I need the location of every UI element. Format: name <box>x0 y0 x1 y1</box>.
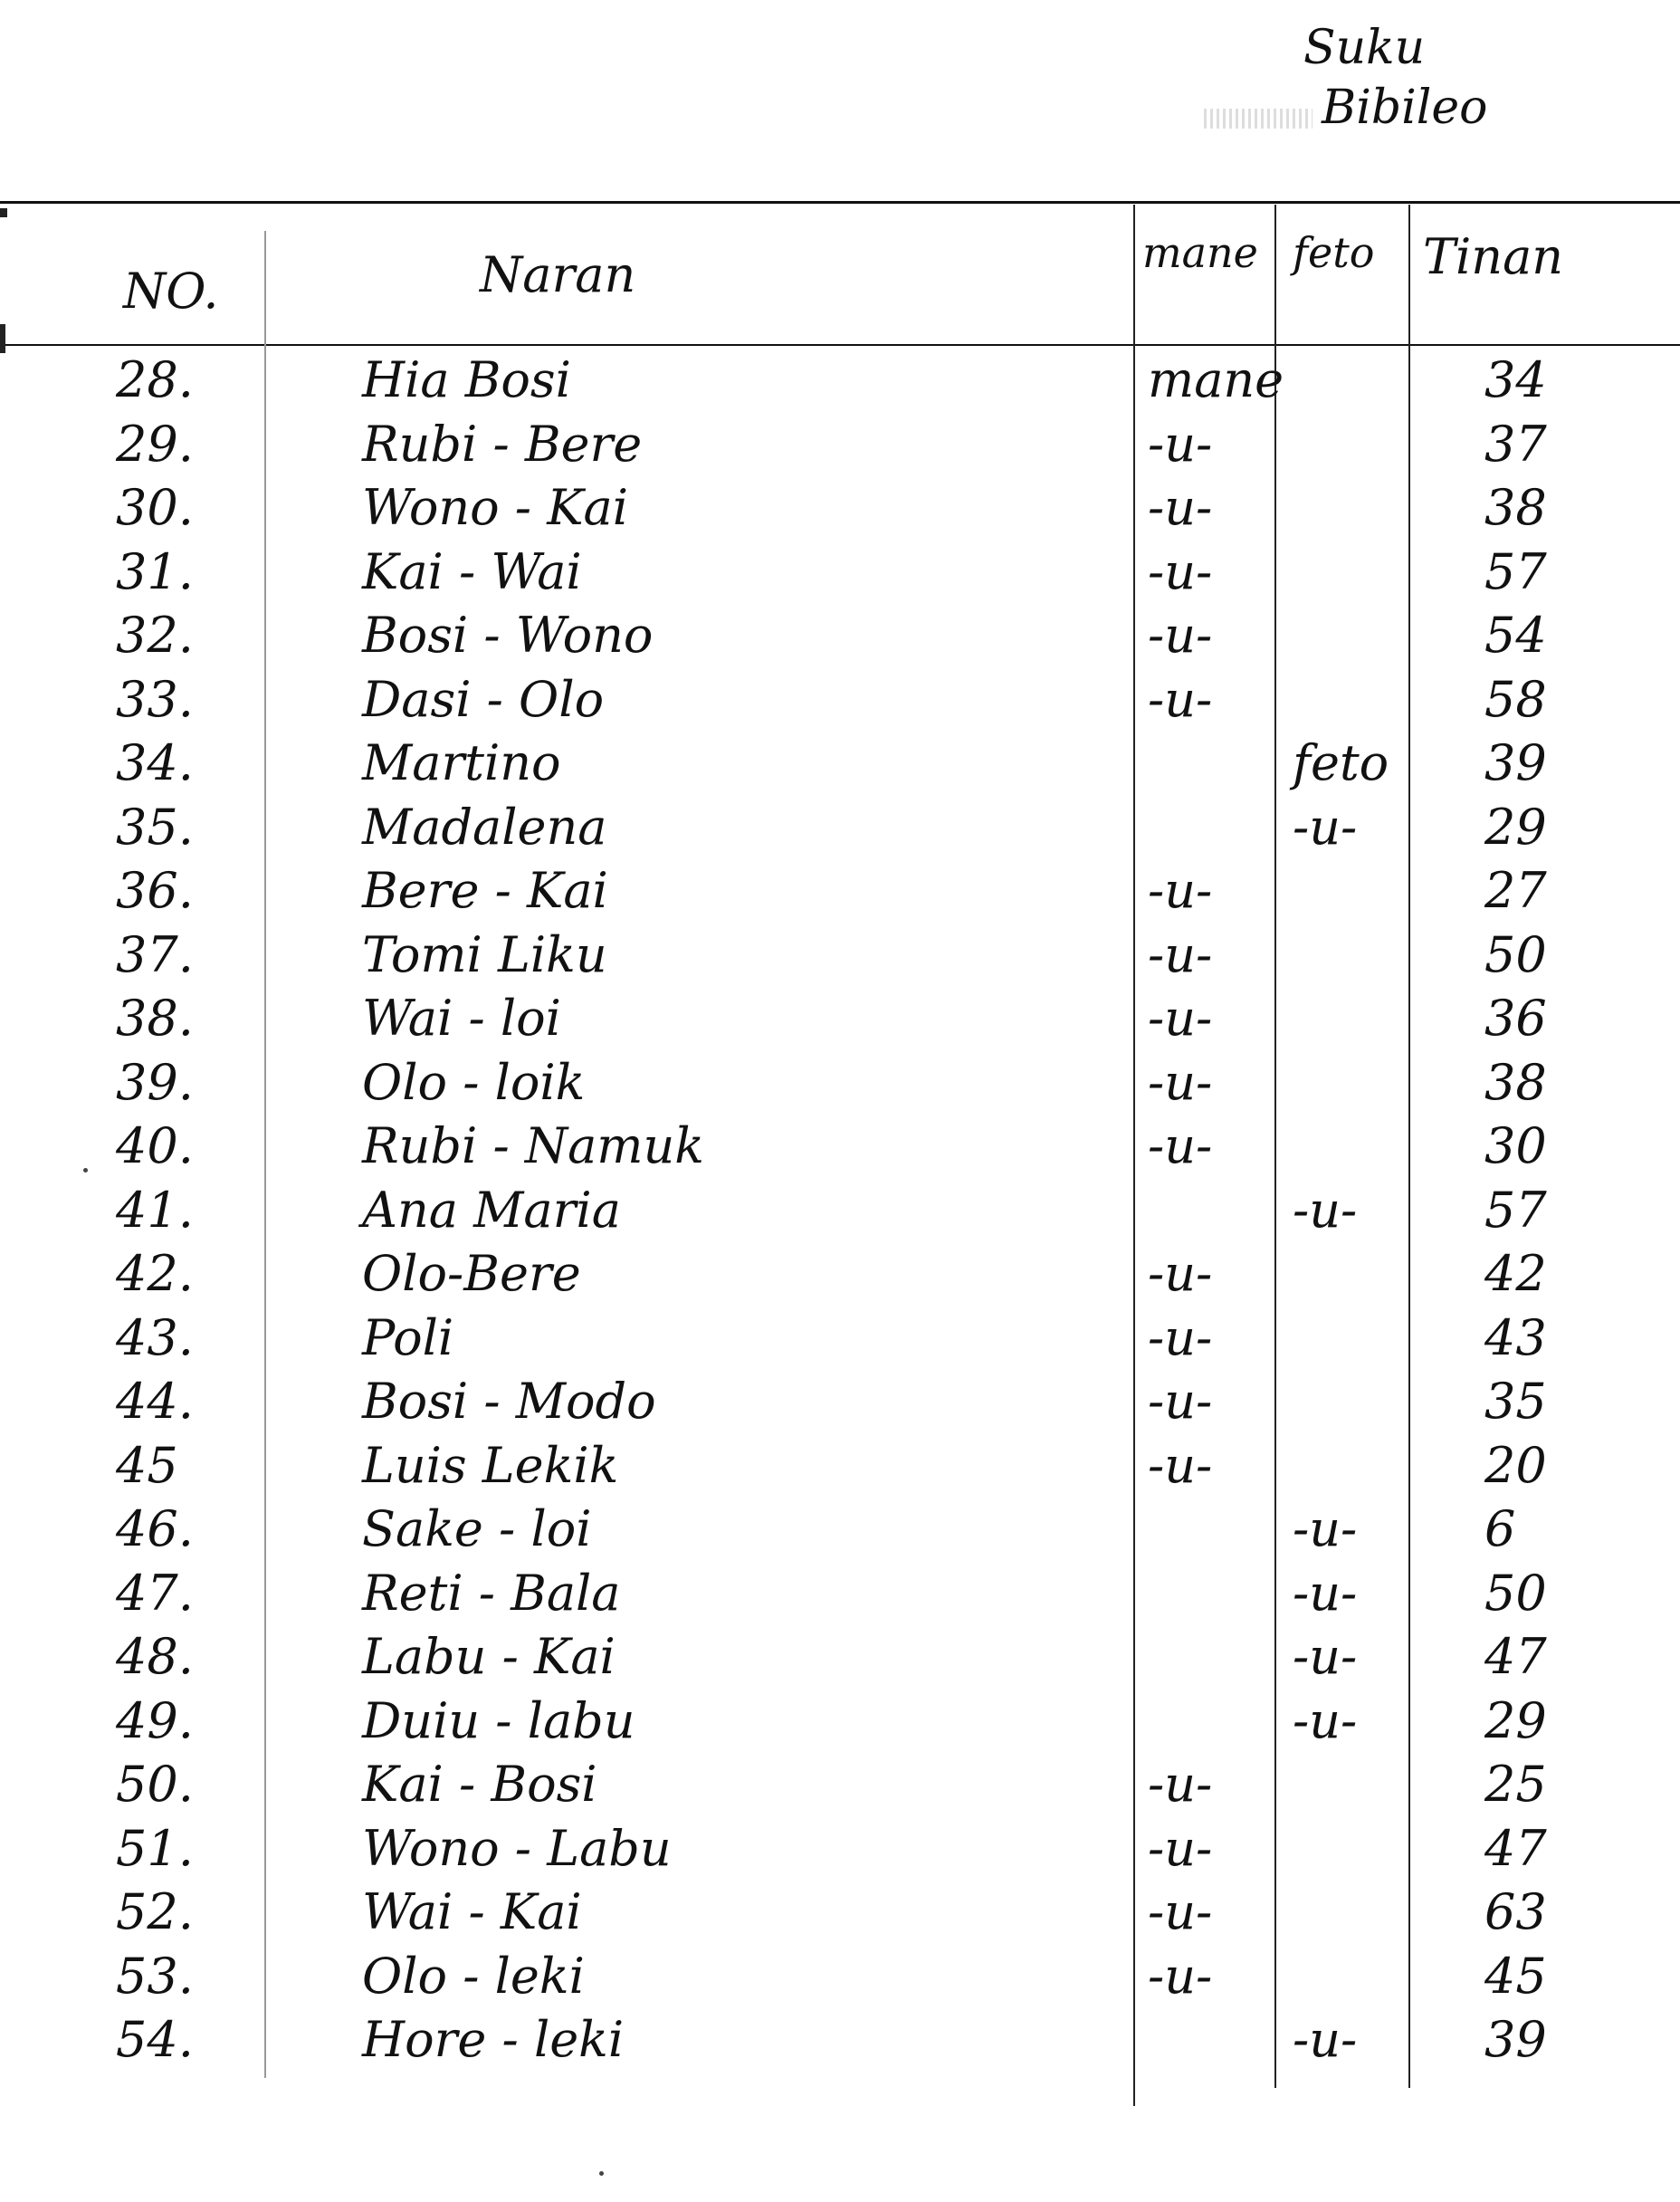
table-row <box>0 1498 1680 1561</box>
column-header-feto: feto <box>1293 228 1375 277</box>
row-feto: feto <box>1293 734 1389 791</box>
table-row <box>0 1562 1680 1625</box>
row-age: 38 <box>1484 1053 1547 1111</box>
row-mane: -u- <box>1148 670 1213 728</box>
row-number: 42. <box>116 1245 194 1302</box>
row-age: 25 <box>1484 1756 1547 1813</box>
row-name: Bere - Kai <box>362 862 608 919</box>
column-header-mane: mane <box>1142 228 1258 277</box>
table-row <box>0 349 1680 412</box>
row-feto: -u- <box>1293 2011 1358 2068</box>
row-age: 20 <box>1484 1436 1547 1494</box>
row-mane: -u- <box>1148 1117 1213 1174</box>
table-row <box>0 2008 1680 2072</box>
row-name: Labu - Kai <box>362 1628 616 1685</box>
row-name: Wai - Kai <box>362 1883 582 1940</box>
row-feto: -u- <box>1293 1691 1358 1749</box>
row-feto: -u- <box>1293 1181 1358 1239</box>
table-top-rule <box>0 201 1680 204</box>
row-number: 52. <box>116 1883 194 1940</box>
row-name: Wai - loi <box>362 990 561 1047</box>
row-mane: -u- <box>1148 1819 1213 1877</box>
row-name: Rubi - Namuk <box>362 1117 704 1174</box>
table-row <box>0 668 1680 732</box>
row-name: Wono - Labu <box>362 1819 672 1877</box>
row-name: Ana Maria <box>362 1181 621 1239</box>
row-age: 45 <box>1484 1947 1547 2005</box>
row-number: 37. <box>116 925 194 983</box>
row-age: 39 <box>1484 734 1547 791</box>
row-number: 30. <box>116 479 194 536</box>
row-number: 51. <box>116 1819 194 1877</box>
column-header-no: NO. <box>123 263 219 320</box>
row-mane: -u- <box>1148 1308 1213 1366</box>
row-age: 47 <box>1484 1819 1547 1877</box>
row-mane: -u- <box>1148 607 1213 664</box>
row-number: 45 <box>116 1436 178 1494</box>
row-name: Luis Lekik <box>362 1436 619 1494</box>
row-name: Hore - leki <box>362 2011 625 2068</box>
row-mane: -u- <box>1148 1245 1213 1302</box>
table-row <box>0 924 1680 987</box>
row-number: 50. <box>116 1756 194 1813</box>
row-number: 35. <box>116 798 194 856</box>
row-feto: -u- <box>1293 1564 1358 1622</box>
row-name: Olo-Bere <box>362 1245 581 1302</box>
table-row <box>0 1625 1680 1689</box>
row-name: Kai - Bosi <box>362 1756 597 1813</box>
row-name: Dasi - Olo <box>362 670 605 728</box>
row-mane: -u- <box>1148 1436 1213 1494</box>
row-age: 57 <box>1484 1181 1547 1239</box>
table-row <box>0 1817 1680 1881</box>
row-name: Hia Bosi <box>362 351 571 408</box>
column-header-tinan: Tinan <box>1423 228 1564 285</box>
row-name: Tomi Liku <box>362 925 607 983</box>
row-age: 37 <box>1484 415 1547 473</box>
row-age: 39 <box>1484 2011 1547 2068</box>
row-number: 38. <box>116 990 194 1047</box>
row-name: Sake - loi <box>362 1500 592 1557</box>
row-age: 36 <box>1484 990 1547 1047</box>
table-row <box>0 859 1680 923</box>
scan-smudge <box>1204 109 1312 129</box>
row-age: 50 <box>1484 925 1547 983</box>
table-row <box>0 1753 1680 1816</box>
row-name: Reti - Bala <box>362 1564 621 1622</box>
row-age: 54 <box>1484 607 1547 664</box>
heading-village: Bibileo <box>1322 81 1488 135</box>
row-age: 27 <box>1484 862 1547 919</box>
table-row <box>0 1051 1680 1115</box>
row-mane: -u- <box>1148 1883 1213 1940</box>
scan-dot <box>599 2171 604 2176</box>
table-row <box>0 732 1680 795</box>
row-age: 30 <box>1484 1117 1547 1174</box>
row-number: 47. <box>116 1564 194 1622</box>
table-row <box>0 604 1680 667</box>
table-row <box>0 1307 1680 1370</box>
row-mane: mane <box>1148 351 1284 408</box>
table-row <box>0 1434 1680 1498</box>
table-row <box>0 1945 1680 2008</box>
row-mane: -u- <box>1148 479 1213 536</box>
scan-margin-mark <box>0 208 7 217</box>
row-mane: -u- <box>1148 990 1213 1047</box>
row-name: Bosi - Modo <box>362 1373 656 1430</box>
row-mane: -u- <box>1148 1053 1213 1111</box>
row-age: 58 <box>1484 670 1547 728</box>
table-row <box>0 1690 1680 1753</box>
header-bottom-rule <box>0 344 1680 346</box>
row-name: Kai - Wai <box>362 542 582 600</box>
row-name: Bosi - Wono <box>362 607 654 664</box>
row-age: 47 <box>1484 1628 1547 1685</box>
row-mane: -u- <box>1148 1373 1213 1430</box>
row-mane: -u- <box>1148 542 1213 600</box>
row-name: Rubi - Bere <box>362 415 643 473</box>
row-name: Wono - Kai <box>362 479 629 536</box>
heading-suku: Suku <box>1303 21 1426 75</box>
row-age: 34 <box>1484 351 1547 408</box>
page-heading <box>1303 18 1575 138</box>
table-row <box>0 476 1680 540</box>
table-row <box>0 541 1680 604</box>
row-number: 48. <box>116 1628 194 1685</box>
table-row <box>0 1370 1680 1433</box>
row-number: 41. <box>116 1181 194 1239</box>
row-age: 6 <box>1484 1500 1516 1557</box>
row-number: 29. <box>116 415 194 473</box>
row-number: 44. <box>116 1373 194 1430</box>
row-age: 43 <box>1484 1308 1547 1366</box>
row-number: 36. <box>116 862 194 919</box>
row-mane: -u- <box>1148 415 1213 473</box>
row-age: 29 <box>1484 798 1547 856</box>
column-header-naran: Naran <box>480 246 636 303</box>
row-age: 57 <box>1484 542 1547 600</box>
row-age: 63 <box>1484 1883 1547 1940</box>
row-number: 46. <box>116 1500 194 1557</box>
row-name: Duiu - labu <box>362 1691 635 1749</box>
row-number: 39. <box>116 1053 194 1111</box>
table-row <box>0 1115 1680 1178</box>
row-feto: -u- <box>1293 798 1358 856</box>
row-age: 42 <box>1484 1245 1547 1302</box>
row-number: 32. <box>116 607 194 664</box>
row-number: 43. <box>116 1308 194 1366</box>
table-row <box>0 1179 1680 1242</box>
row-mane: -u- <box>1148 925 1213 983</box>
table-row <box>0 1881 1680 1944</box>
row-number: 54. <box>116 2011 194 2068</box>
row-number: 33. <box>116 670 194 728</box>
row-age: 29 <box>1484 1691 1547 1749</box>
row-name: Martino <box>362 734 561 791</box>
row-age: 50 <box>1484 1564 1547 1622</box>
row-name: Olo - loik <box>362 1053 586 1111</box>
table-row <box>0 413 1680 476</box>
row-feto: -u- <box>1293 1500 1358 1557</box>
row-mane: -u- <box>1148 862 1213 919</box>
table-row <box>0 987 1680 1050</box>
row-age: 38 <box>1484 479 1547 536</box>
row-number: 49. <box>116 1691 194 1749</box>
row-number: 28. <box>116 351 194 408</box>
row-mane: -u- <box>1148 1756 1213 1813</box>
row-mane: -u- <box>1148 1947 1213 2005</box>
row-name: Poli <box>362 1308 454 1366</box>
row-number: 53. <box>116 1947 194 2005</box>
row-number: 34. <box>116 734 194 791</box>
table-row <box>0 1242 1680 1306</box>
row-number: 40. <box>116 1117 194 1174</box>
row-feto: -u- <box>1293 1628 1358 1685</box>
row-age: 35 <box>1484 1373 1547 1430</box>
row-name: Olo - leki <box>362 1947 585 2005</box>
row-name: Madalena <box>362 798 607 856</box>
row-number: 31. <box>116 542 194 600</box>
table-row <box>0 796 1680 859</box>
